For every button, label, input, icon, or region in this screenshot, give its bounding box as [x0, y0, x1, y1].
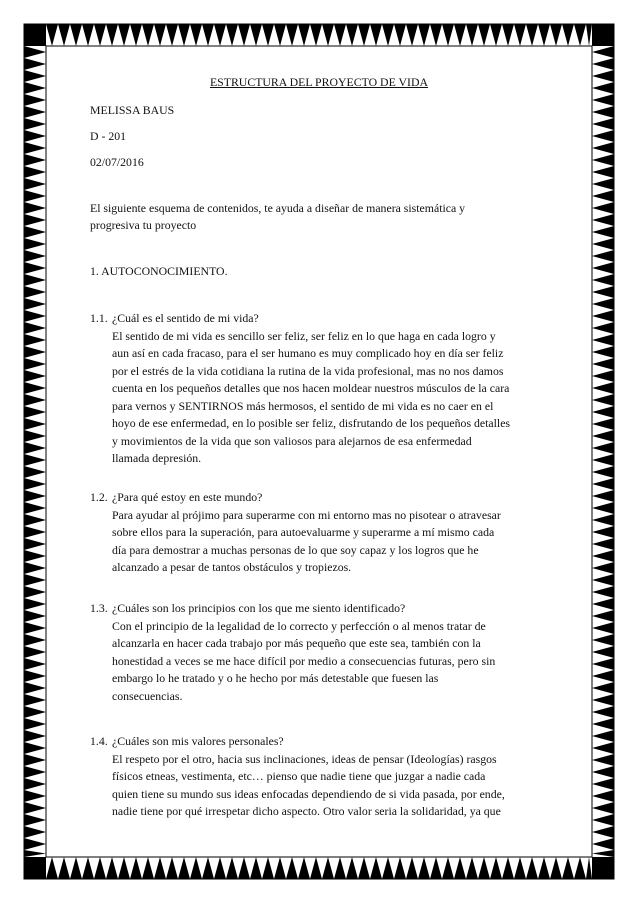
question-text: ¿Para qué estoy en este mundo?	[112, 490, 263, 504]
question-number: 1.3.	[90, 601, 108, 615]
answer-line: Para ayudar al prójimo para superarme con mi entorno mas no pisotear o atravesar	[112, 507, 501, 522]
answer-line: alcanzarla en hacer cada trabajo por más pequeño que este sea, también con la	[112, 636, 481, 650]
answer-line: consecuencias.	[112, 688, 183, 703]
question-block-1-1	[90, 310, 550, 468]
answer-line: cuenta en los pequeños detalles que nos hacen moldear nuestros músculos de la cara	[112, 381, 510, 395]
answer-line: y movimientos de la vida que son valiosos para alejarnos de esa enfermedad	[112, 433, 472, 448]
answer-text	[112, 751, 542, 821]
question-text: ¿Cuál es el sentido de mi vida?	[112, 311, 259, 325]
answer-line: El sentido de mi vida es sencillo ser feliz, ser feliz en lo que haga en cada logro y	[112, 328, 496, 343]
answer-line: físicos etneas, vestimenta, etc… pienso que nadie tiene que juzgar a nadie cada	[112, 769, 486, 783]
answer-line: alcanzado a pesar de tantos obstáculos y tropiezos.	[112, 560, 352, 574]
answer-line: día para demostrar a muchas personas de lo que soy capaz y los logros que he	[112, 542, 479, 557]
question-number: 1.1.	[90, 311, 108, 325]
question-number: 1.2.	[90, 490, 108, 504]
question-text: ¿Cuáles son mis valores personales?	[112, 734, 284, 748]
question-block-1-2	[90, 489, 550, 577]
document-title: ESTRUCTURA DEL PROYECTO DE VIDA	[209, 75, 429, 89]
answer-line: sobre ellos para la superación, para autoevaluarme y superarme a mí mismo cada	[112, 525, 495, 539]
question-block-1-3	[90, 600, 550, 705]
answer-line: quien tiene su mundo sus ideas enfocadas dependiendo de si vida pasada, por ende,	[112, 786, 505, 801]
section-title: 1. AUTOCONOCIMIENTO.	[90, 264, 228, 278]
intro-line-1: El siguiente esquema de contenidos, te ayuda a diseñar de manera sistemática y	[90, 201, 466, 215]
answer-text	[112, 328, 542, 468]
answer-line: honestidad a veces se me hace difícil por medio a consecuencias futuras, pero sin	[112, 653, 496, 668]
answer-line: El respeto por el otro, hacia sus inclinaciones, ideas de pensar (Ideologías) rasgos	[112, 751, 497, 766]
answer-line: para vernos y SENTIRNOS más hermosos, el sentido de mi vida es no caer en el	[112, 398, 494, 413]
answer-line: llamada depresión.	[112, 451, 202, 465]
answer-line: nadie tiene por qué irrespetar dicho aspecto. Otro valor seria la solidaridad, ya que	[112, 804, 501, 818]
question-text: ¿Cuáles son los principios con los que me siento identificado?	[112, 601, 406, 615]
answer-line: aun así en cada fracaso, para el ser humano es muy complicado hoy en día ser feliz	[112, 346, 504, 360]
answer-line: embargo lo he tratado y o he hecho por más detestable que fuesen las	[112, 671, 439, 685]
answer-line: Con el principio de la legalidad de lo correcto y perfección o al menos tratar de	[112, 618, 486, 633]
question-number: 1.4.	[90, 734, 108, 748]
answer-line: hoyo de ese enfermedad, en lo posible ser feliz, disfrutando de los pequeños detalles	[112, 416, 511, 430]
answer-text	[112, 618, 542, 706]
document-date: 02/07/2016	[90, 155, 144, 169]
intro-line-2: progresiva tu proyecto	[90, 218, 197, 232]
group-code: D - 201	[90, 129, 127, 143]
answer-text	[112, 507, 542, 577]
question-block-1-4	[90, 733, 550, 821]
answer-line: por el estrés de la vida cotidiana la rutina de la vida profesional, mas no nos damos	[112, 363, 504, 378]
author-name: MELISSA BAUS	[90, 103, 175, 117]
